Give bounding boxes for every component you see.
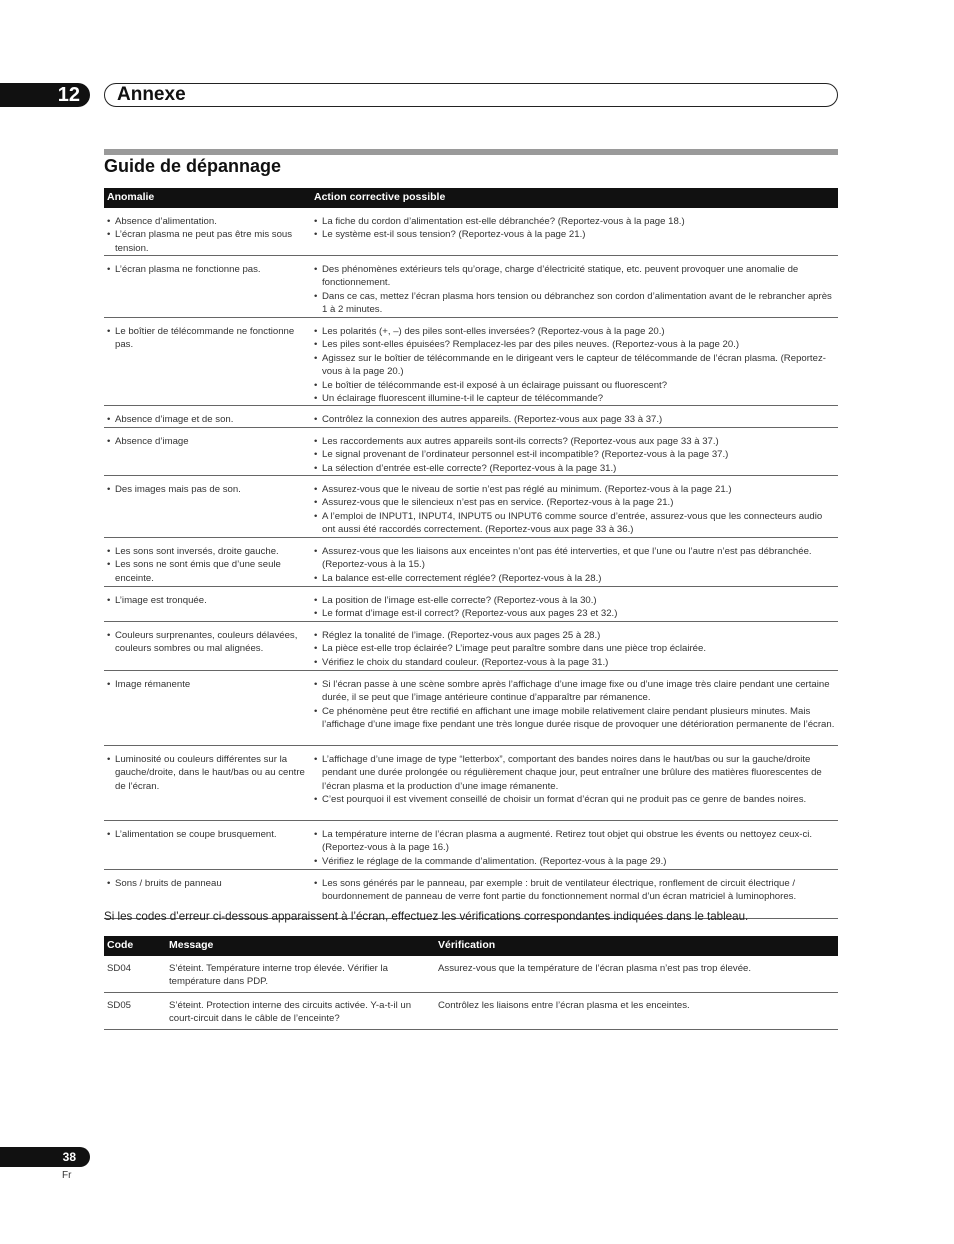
action-cell bbox=[314, 483, 836, 537]
error-check: Assurez-vous que la température de l’écran plasma n’est pas trop élevée. bbox=[438, 963, 752, 974]
anomaly-item: • Les sons ne sont émis que d’une seule enceinte. bbox=[107, 558, 307, 585]
action-item: • Des phénomènes extérieurs tels qu’orage, charge d’électricité statique, etc. peuvent provoquer une anomalie de fonctionnement. bbox=[314, 263, 836, 290]
header-message: Message bbox=[169, 939, 214, 951]
anomaly-item: • L’alimentation se coupe brusquement. bbox=[107, 828, 307, 841]
action-item: • La température interne de l’écran plasma a augmenté. Retirez tout objet qui obstrue les évents ou nettoyez ceux-ci. (Reportez-vous à la page 16.) bbox=[314, 828, 836, 855]
action-cell bbox=[314, 877, 836, 904]
chapter-number-tab bbox=[0, 83, 90, 107]
action-item: • Un éclairage fluorescent illumine-t-il le capteur de télécommande? bbox=[314, 392, 836, 405]
anomaly-item: • Absence d’image bbox=[107, 435, 307, 448]
table-row bbox=[104, 671, 838, 746]
anomaly-item: • L’image est tronquée. bbox=[107, 594, 307, 607]
table-row bbox=[104, 746, 838, 821]
anomaly-cell bbox=[107, 678, 307, 691]
section-rule bbox=[104, 149, 838, 155]
chapter-title: Annexe bbox=[117, 84, 186, 105]
table-row bbox=[104, 587, 838, 622]
header-code: Code bbox=[107, 939, 134, 951]
anomaly-cell bbox=[107, 629, 307, 656]
chapter-number: 12 bbox=[57, 84, 80, 106]
anomaly-cell bbox=[107, 263, 307, 276]
anomaly-item: • Absence d’image et de son. bbox=[107, 413, 307, 426]
action-item: • Assurez-vous que le niveau de sortie n’est pas réglé au minimum. (Reportez-vous à la page 21.) bbox=[314, 483, 836, 496]
table-row bbox=[104, 256, 838, 318]
anomaly-cell bbox=[107, 753, 307, 793]
action-item: • Contrôlez la connexion des autres appareils. (Reportez-vous aux page 33 à 37.) bbox=[314, 413, 836, 426]
anomaly-cell bbox=[107, 325, 307, 352]
action-item: • La position de l’image est-elle correcte? (Reportez-vous à la 30.) bbox=[314, 594, 836, 607]
table-row bbox=[104, 622, 838, 671]
section-title: Guide de dépannage bbox=[104, 156, 282, 176]
error-intro-text: Si les codes d’erreur ci-dessous apparaissent à l’écran, effectuez les vérifications correspondantes indiquées dans le tableau. bbox=[104, 910, 749, 923]
action-item: • Les polarités (+, –) des piles sont-elles inversées? (Reportez-vous à la page 20.) bbox=[314, 325, 836, 338]
action-item: • Le système est-il sous tension? (Reportez-vous à la page 21.) bbox=[314, 228, 836, 241]
action-item: • Les raccordements aux autres appareils sont-ils corrects? (Reportez-vous aux page 33 à 37.) bbox=[314, 435, 836, 448]
action-item: • Le signal provenant de l’ordinateur personnel est-il incompatible? (Reportez-vous à la page 37.) bbox=[314, 448, 836, 461]
error-row bbox=[104, 993, 838, 1030]
anomaly-item: • Les sons sont inversés, droite gauche. bbox=[107, 545, 307, 558]
table-row bbox=[104, 318, 838, 406]
table-row bbox=[104, 538, 838, 587]
action-item: • C’est pourquoi il est vivement conseillé de choisir un format d’écran qui ne produit pas ce genre de bandes noires. bbox=[314, 793, 836, 806]
error-code: SD05 bbox=[107, 1000, 131, 1011]
error-row bbox=[104, 956, 838, 993]
anomaly-cell bbox=[107, 828, 307, 841]
error-code: SD04 bbox=[107, 963, 131, 974]
anomaly-item: • Couleurs surprenantes, couleurs délavées, couleurs sombres ou mal alignées. bbox=[107, 629, 307, 656]
action-item: • La fiche du cordon d’alimentation est-elle débranchée? (Reportez-vous à la page 18.) bbox=[314, 215, 836, 228]
anomaly-item: • Des images mais pas de son. bbox=[107, 483, 307, 496]
action-cell bbox=[314, 435, 836, 475]
action-item: • La pièce est-elle trop éclairée? L’image peut paraître sombre dans une pièce trop éclairée. bbox=[314, 642, 836, 655]
anomaly-item: • Image rémanente bbox=[107, 678, 307, 691]
table-row bbox=[104, 476, 838, 538]
header-check: Vérification bbox=[438, 939, 496, 951]
table-row bbox=[104, 406, 838, 428]
action-item: • Dans ce cas, mettez l’écran plasma hors tension ou débranchez son cordon d’alimentation avant de le rebrancher après 1 à 2 minutes. bbox=[314, 290, 836, 317]
page-number-tab bbox=[0, 1147, 90, 1167]
error-check: Contrôlez les liaisons entre l’écran plasma et les enceintes. bbox=[438, 1000, 690, 1011]
table-header bbox=[104, 188, 838, 208]
anomaly-cell bbox=[107, 215, 307, 255]
action-item: • Réglez la tonalité de l’image. (Reportez-vous aux pages 25 à 28.) bbox=[314, 629, 836, 642]
action-cell bbox=[314, 629, 836, 669]
action-cell bbox=[314, 678, 836, 732]
anomaly-cell bbox=[107, 594, 307, 607]
action-item: • Assurez-vous que les liaisons aux enceintes n’ont pas été interverties, et que l’une ou l’autre n’est pas débranchée. (Reportez-vous à la 15.) bbox=[314, 545, 836, 572]
header-action: Action corrective possible bbox=[314, 191, 446, 203]
error-message: S’éteint. Protection interne des circuits activée. Y-a-t-il un court-circuit dans le câble de l’enceinte? bbox=[169, 1000, 412, 1025]
page-number: 38 bbox=[62, 1150, 76, 1164]
action-item: • Si l’écran passe à une scène sombre après l’affichage d’une image fixe ou d’une image très claire pendant une certaine durée, il se peut que l’image antérieure continue d’apparaître par rémanence. bbox=[314, 678, 836, 705]
anomaly-item: • Absence d’alimentation. bbox=[107, 215, 307, 228]
anomaly-cell bbox=[107, 413, 307, 426]
anomaly-item: • L’écran plasma ne peut pas être mis sous tension. bbox=[107, 228, 307, 255]
anomaly-cell bbox=[107, 435, 307, 448]
troubleshooting-table bbox=[104, 188, 838, 919]
action-cell bbox=[314, 828, 836, 868]
table-row bbox=[104, 208, 838, 256]
anomaly-cell bbox=[107, 545, 307, 585]
action-item: • L’affichage d’une image de type “letterbox”, comportant des bandes noires dans le haut/bas ou sur la gauche/droite pendant une durée prolongée ou régulièrement chaque jour, peut entraîner une brûlure des matières fluorescentes de l’écran plasma et la production d’une image rémanente. bbox=[314, 753, 836, 793]
language-label: Fr bbox=[62, 1170, 72, 1181]
anomaly-item: • Sons / bruits de panneau bbox=[107, 877, 307, 890]
action-item: • Assurez-vous que le silencieux n’est pas en service. (Reportez-vous à la page 21.) bbox=[314, 496, 836, 509]
table-row bbox=[104, 428, 838, 476]
anomaly-item: • Luminosité ou couleurs différentes sur la gauche/droite, dans le haut/bas ou au centre de l’écran. bbox=[107, 753, 307, 793]
action-item: • Les sons générés par le panneau, par exemple : bruit de ventilateur électrique, ronflement de circuit électrique / bourdonnement de panneau de verre font partie du fonctionnement normal d’un écran matriciel à luminophores. bbox=[314, 877, 836, 904]
action-cell bbox=[314, 263, 836, 317]
anomaly-cell bbox=[107, 877, 307, 890]
error-table-header bbox=[104, 936, 838, 956]
action-item: • Les piles sont-elles épuisées? Remplacez-les par des piles neuves. (Reportez-vous à la page 20.) bbox=[314, 338, 836, 351]
action-item: • La sélection d’entrée est-elle correcte? (Reportez-vous à la page 31.) bbox=[314, 462, 836, 475]
header-anomaly: Anomalie bbox=[107, 191, 155, 203]
action-item: • Le format d’image est-il correct? (Reportez-vous aux pages 23 et 32.) bbox=[314, 607, 836, 620]
action-item: • Agissez sur le boîtier de télécommande en le dirigeant vers le capteur de télécommande de l’écran plasma. (Reportez-vous à la page 20.) bbox=[314, 352, 836, 379]
action-cell bbox=[314, 413, 836, 426]
action-item: • La balance est-elle correctement réglée? (Reportez-vous à la 28.) bbox=[314, 572, 836, 585]
anomaly-item: • Le boîtier de télécommande ne fonctionne pas. bbox=[107, 325, 307, 352]
error-message: S’éteint. Température interne trop élevée. Vérifier la température dans PDP. bbox=[169, 963, 388, 988]
error-code-table bbox=[104, 936, 838, 1030]
action-cell bbox=[314, 753, 836, 807]
action-cell bbox=[314, 215, 836, 242]
action-cell bbox=[314, 545, 836, 585]
table-row bbox=[104, 821, 838, 870]
action-cell bbox=[314, 325, 836, 405]
anomaly-item: • L’écran plasma ne fonctionne pas. bbox=[107, 263, 307, 276]
action-item: • A l’emploi de INPUT1, INPUT4, INPUT5 ou INPUT6 comme source d’entrée, assurez-vous que les connecteurs audio ont aussi été raccordés correctement. (Reportez-vous aux page 33 à 36.) bbox=[314, 510, 836, 537]
action-cell bbox=[314, 594, 836, 621]
chapter-title-bar bbox=[104, 83, 838, 107]
action-item: • Vérifiez le réglage de la commande d’alimentation. (Reportez-vous à la page 29.) bbox=[314, 855, 836, 868]
action-item: • Ce phénomène peut être rectifié en affichant une image mobile relativement claire pendant plusieurs minutes. Mais l’affichage d’une image fixe pendant une très longue durée risque de provoquer une détérioration permanente de l’écran. bbox=[314, 705, 836, 732]
anomaly-cell bbox=[107, 483, 307, 496]
action-item: • Le boîtier de télécommande est-il exposé à un éclairage puissant ou fluorescent? bbox=[314, 379, 836, 392]
action-item: • Vérifiez le choix du standard couleur. (Reportez-vous à la page 31.) bbox=[314, 656, 836, 669]
